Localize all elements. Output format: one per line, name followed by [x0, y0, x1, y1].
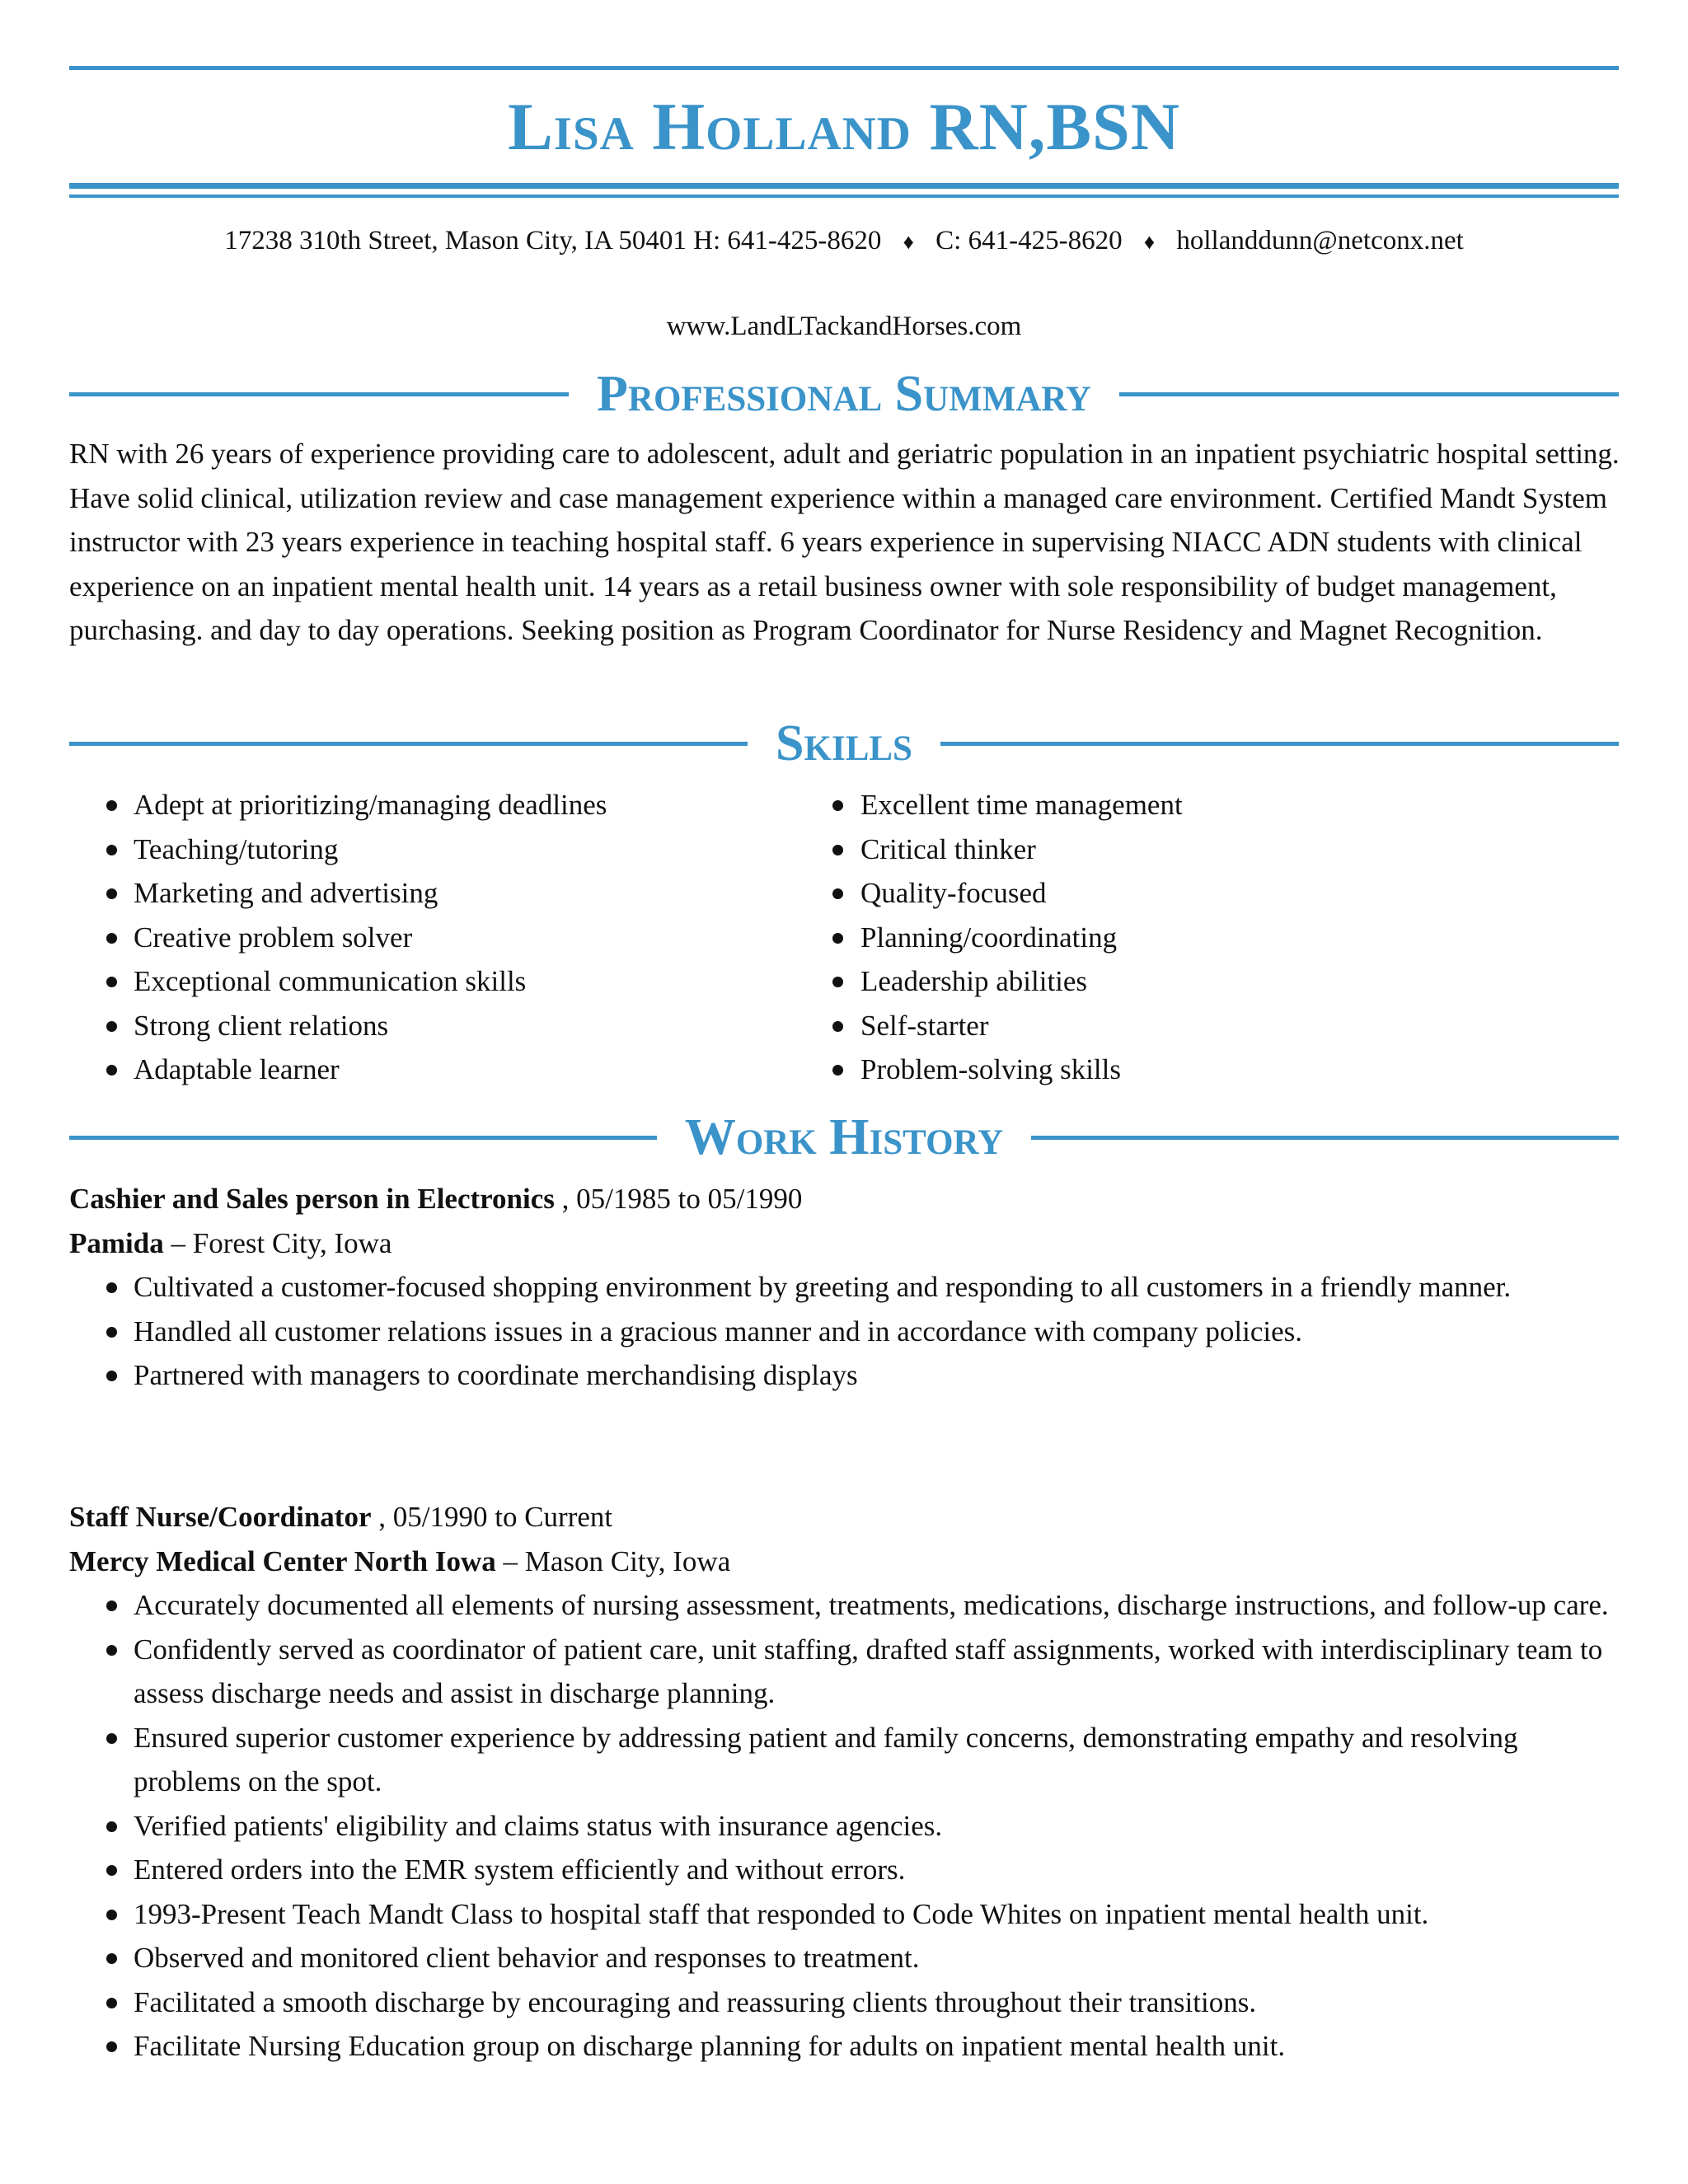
- skill-item: Excellent time management: [844, 783, 1183, 827]
- duty-item: Facilitate Nursing Education group on discharge planning for adults on inpatient mental health unit.: [69, 2024, 1627, 2069]
- heading-rule: [1119, 392, 1619, 396]
- skill-item: Leadership abilities: [844, 959, 1183, 1004]
- job-location: – Mason City, Iowa: [495, 1544, 731, 1577]
- skill-item: Teaching/tutoring: [69, 827, 844, 872]
- heading-rule: [1031, 1136, 1619, 1140]
- candidate-name: Lisa Holland RN,BSN: [508, 89, 1180, 164]
- skill-item: Self-starter: [844, 1004, 1183, 1048]
- diamond-separator-icon: ♦: [1143, 230, 1156, 254]
- duty-item: 1993-Present Teach Mandt Class to hospital staff that responded to Code Whites on inpatient mental health unit.: [69, 1892, 1627, 1937]
- duty-item: Handled all customer relations issues in a gracious manner and in accordance with company policies.: [69, 1310, 1627, 1354]
- contact-line: [0, 221, 1688, 262]
- skills-column-right: [844, 783, 1183, 1092]
- skills-title: Skills: [776, 715, 912, 771]
- heading-rule: [940, 742, 1619, 746]
- job-employer: Pamida: [69, 1226, 164, 1259]
- job-entry-mercy: [69, 1495, 1627, 2069]
- job-duties: [69, 1265, 1627, 1398]
- skill-item: Exceptional communication skills: [69, 959, 844, 1004]
- work-title: Work History: [684, 1109, 1004, 1165]
- job-employer: Mercy Medical Center North Iowa: [69, 1544, 496, 1577]
- summary-text: RN with 26 years of experience providing care to adolescent, adult and geriatric population in an inpatient psychiatric hospital setting. Have solid clinical, utilization review and case management experience within a managed care environment. Certified Mandt System instructor with 23 years experience in teaching hospital staff. 6 years experience in supervising NIACC ADN students with clinical experience on an inpatient mental health unit. 14 years as a retail business owner with sole responsibility of budget management, purchasing. and day to day operations. Seeking position as Program Coordinator for Nurse Residency and Magnet Recognition.: [69, 438, 1620, 646]
- duty-item: Entered orders into the EMR system efficiently and without errors.: [69, 1848, 1627, 1892]
- summary-heading: [69, 361, 1619, 427]
- job-dates: , 05/1990 to Current: [371, 1501, 613, 1533]
- diamond-separator-icon: ♦: [903, 230, 914, 254]
- skill-item: Adept at prioritizing/managing deadlines: [69, 783, 844, 827]
- job-duties: [69, 1583, 1627, 2069]
- skill-item: Problem-solving skills: [844, 1047, 1183, 1092]
- email: hollanddunn@netconx.net: [1176, 226, 1464, 255]
- skill-item: Creative problem solver: [69, 916, 844, 960]
- duty-item: Facilitated a smooth discharge by encouraging and reassuring clients throughout their transitions.: [69, 1980, 1627, 2025]
- job-employer-line: [69, 1221, 1627, 1266]
- duty-item: Observed and monitored client behavior and responses to treatment.: [69, 1936, 1627, 1980]
- cell-phone: C: 641-425-8620: [935, 226, 1123, 255]
- skill-item: Adaptable learner: [69, 1047, 844, 1092]
- header-bottom-rule-thick: [69, 183, 1619, 189]
- job-position: Cashier and Sales person in Electronics: [69, 1183, 555, 1215]
- skills-heading: [69, 710, 1619, 776]
- skill-item: Strong client relations: [69, 1004, 844, 1048]
- job-employer-line: [69, 1540, 1627, 1584]
- duty-item: Accurately documented all elements of nursing assessment, treatments, medications, discharge instructions, and follow-up care.: [69, 1583, 1627, 1628]
- duty-item: Verified patients' eligibility and claims status with insurance agencies.: [69, 1804, 1627, 1849]
- duty-item: Cultivated a customer-focused shopping environment by greeting and responding to all customers in a friendly manner.: [69, 1265, 1627, 1310]
- job-title-line: [69, 1177, 1627, 1221]
- skill-item: Critical thinker: [844, 827, 1183, 872]
- job-entry-pamida: [69, 1177, 1627, 1398]
- skill-item: Marketing and advertising: [69, 871, 844, 916]
- website: www.LandLTackandHorses.com: [666, 312, 1022, 341]
- skill-item: Quality-focused: [844, 871, 1183, 916]
- job-dates: , 05/1985 to 05/1990: [554, 1183, 803, 1215]
- heading-rule: [69, 742, 748, 746]
- work-heading: [69, 1104, 1619, 1170]
- skill-item: Planning/coordinating: [844, 916, 1183, 960]
- skills-list: [69, 783, 1619, 1092]
- address: 17238 310th Street, Mason City, IA 50401: [224, 226, 687, 255]
- duty-item: Confidently served as coordinator of patient care, unit staffing, drafted staff assignments, worked with interdisciplinary team to assess discharge needs and assist in discharge planning.: [69, 1628, 1627, 1716]
- heading-rule: [69, 392, 569, 396]
- duty-item: Partnered with managers to coordinate merchandising displays: [69, 1353, 1627, 1398]
- home-phone: H: 641-425-8620: [693, 226, 882, 255]
- summary-title: Professional Summary: [597, 366, 1091, 422]
- header-top-rule: [69, 66, 1619, 70]
- job-location: – Forest City, Iowa: [163, 1226, 392, 1259]
- job-position: Staff Nurse/Coordinator: [69, 1501, 372, 1533]
- duty-item: Ensured superior customer experience by addressing patient and family concerns, demonstrating empathy and resolving problems on the spot.: [69, 1716, 1627, 1804]
- header-bottom-rule-thin: [69, 194, 1619, 198]
- skills-column-left: [69, 783, 844, 1092]
- job-title-line: [69, 1495, 1627, 1540]
- heading-rule: [69, 1136, 657, 1140]
